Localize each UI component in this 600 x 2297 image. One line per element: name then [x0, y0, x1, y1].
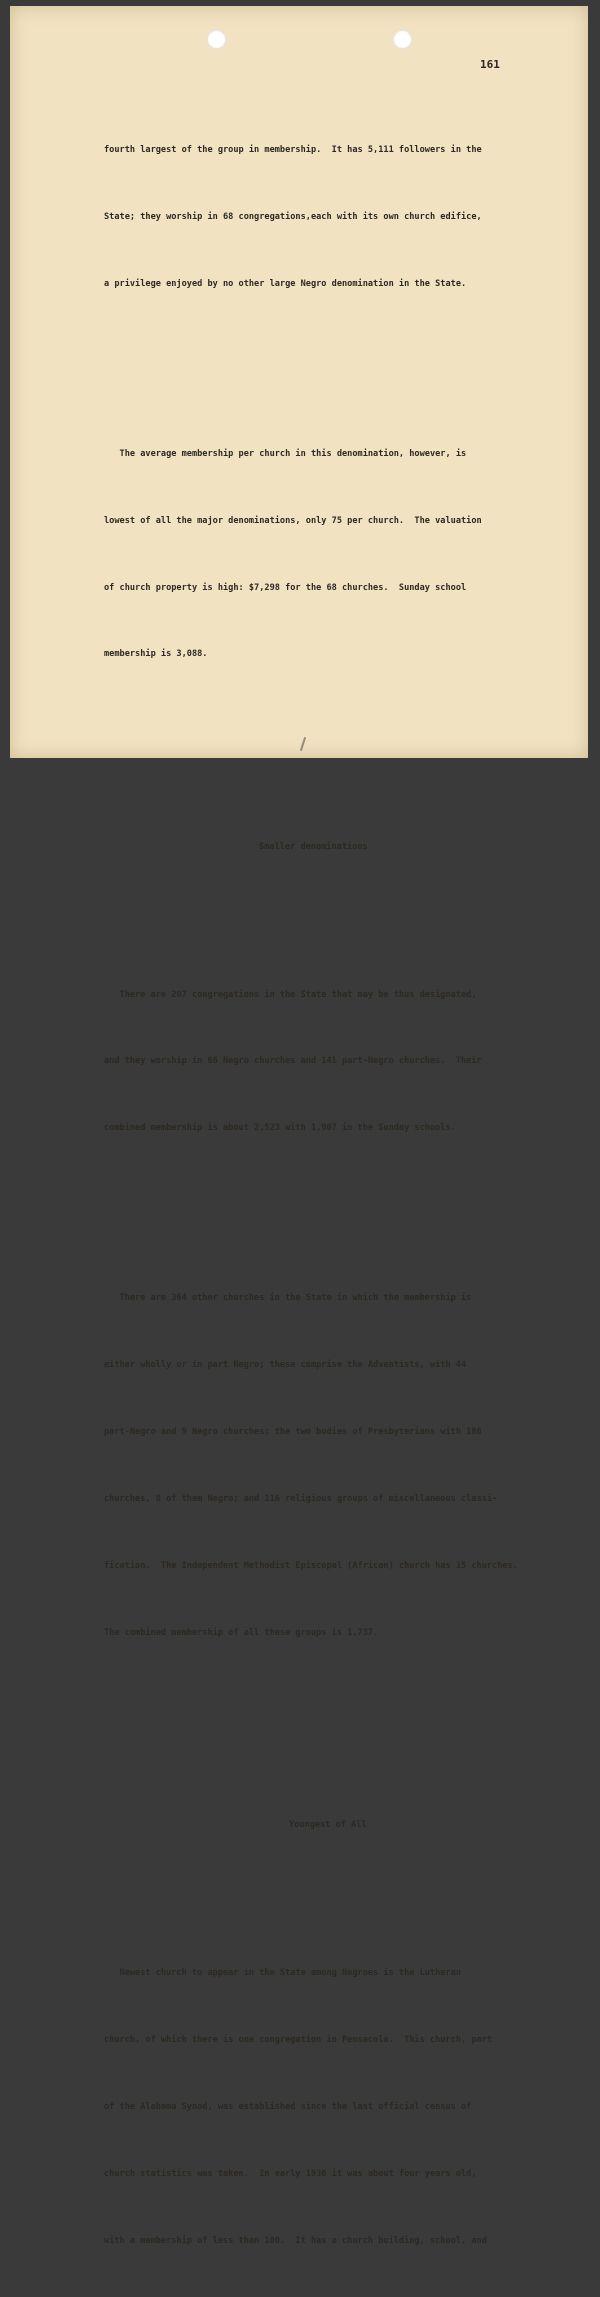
- text-line: The average membership per church in this denomination, however, is: [104, 448, 467, 459]
- text-line: church, of which there is one congregation in Pensacola. This church, part: [104, 2034, 493, 2045]
- text-line: of the Alabama Synod, was established since the last official census of: [104, 2101, 472, 2112]
- heading-text: Youngest of All: [289, 1820, 367, 1831]
- text-line: Newest church to appear in the State among Negroes is the Lutheran: [104, 1968, 461, 1979]
- text-line: either wholly or in part Negro; these comprise the Adventists, with 44: [104, 1360, 467, 1371]
- heading-text: Smaller denominations: [259, 841, 368, 852]
- section-heading-youngest: [104, 1792, 574, 1831]
- section-heading-smaller: [104, 814, 574, 852]
- text-line: membership is 3,088.: [104, 649, 208, 660]
- text-line: with a membership of less than 100. It has a church building, school, and: [104, 2235, 487, 2246]
- text-line: State; they worship in 68 congregations,each with its own church edifice,: [104, 211, 482, 222]
- text-line: fication. The Independent Methodist Episcopal (African) church has 15 churches.: [104, 1561, 518, 1571]
- text-line: churches, 8 of them Negro; and 116 religious groups of miscellaneous classi-: [104, 1494, 498, 1505]
- text-line: lowest of all the major denominations, only 75 per church. The valuation: [104, 515, 482, 526]
- text-line: combined membership is about 2,523 with 1,907 in the Sunday schools.: [104, 1123, 456, 1134]
- page-number: 161: [480, 58, 500, 71]
- text-line: and they worship in 66 Negro churches and 141 part-Negro churches. Their: [104, 1056, 482, 1067]
- text-line: church statistics was taken. In early 1936 it was about four years old,: [104, 2168, 477, 2179]
- document-page: [10, 6, 588, 2246]
- text-line: part-Negro and 9 Negro churches; the two bodies of Presbyterians with 186: [104, 1427, 482, 1438]
- text-line: There are 364 other churches in the State in which the membership is: [104, 1293, 472, 1304]
- punch-hole-left: [207, 30, 226, 49]
- text-line: a privilege enjoyed by no other large Negro denomination in the State.: [104, 278, 467, 289]
- text-line: There are 207 congregations in the State that may be thus designated,: [104, 989, 477, 1000]
- text-line: of church property is high: $7,298 for the 68 churches. Sunday school: [104, 582, 467, 593]
- body-text: [104, 72, 574, 2297]
- text-line: fourth largest of the group in membership. It has 5,111 followers in the: [104, 144, 482, 155]
- text-line: The combined membership of all these groups is 1,737.: [104, 1627, 379, 1638]
- punch-hole-right: [393, 30, 412, 49]
